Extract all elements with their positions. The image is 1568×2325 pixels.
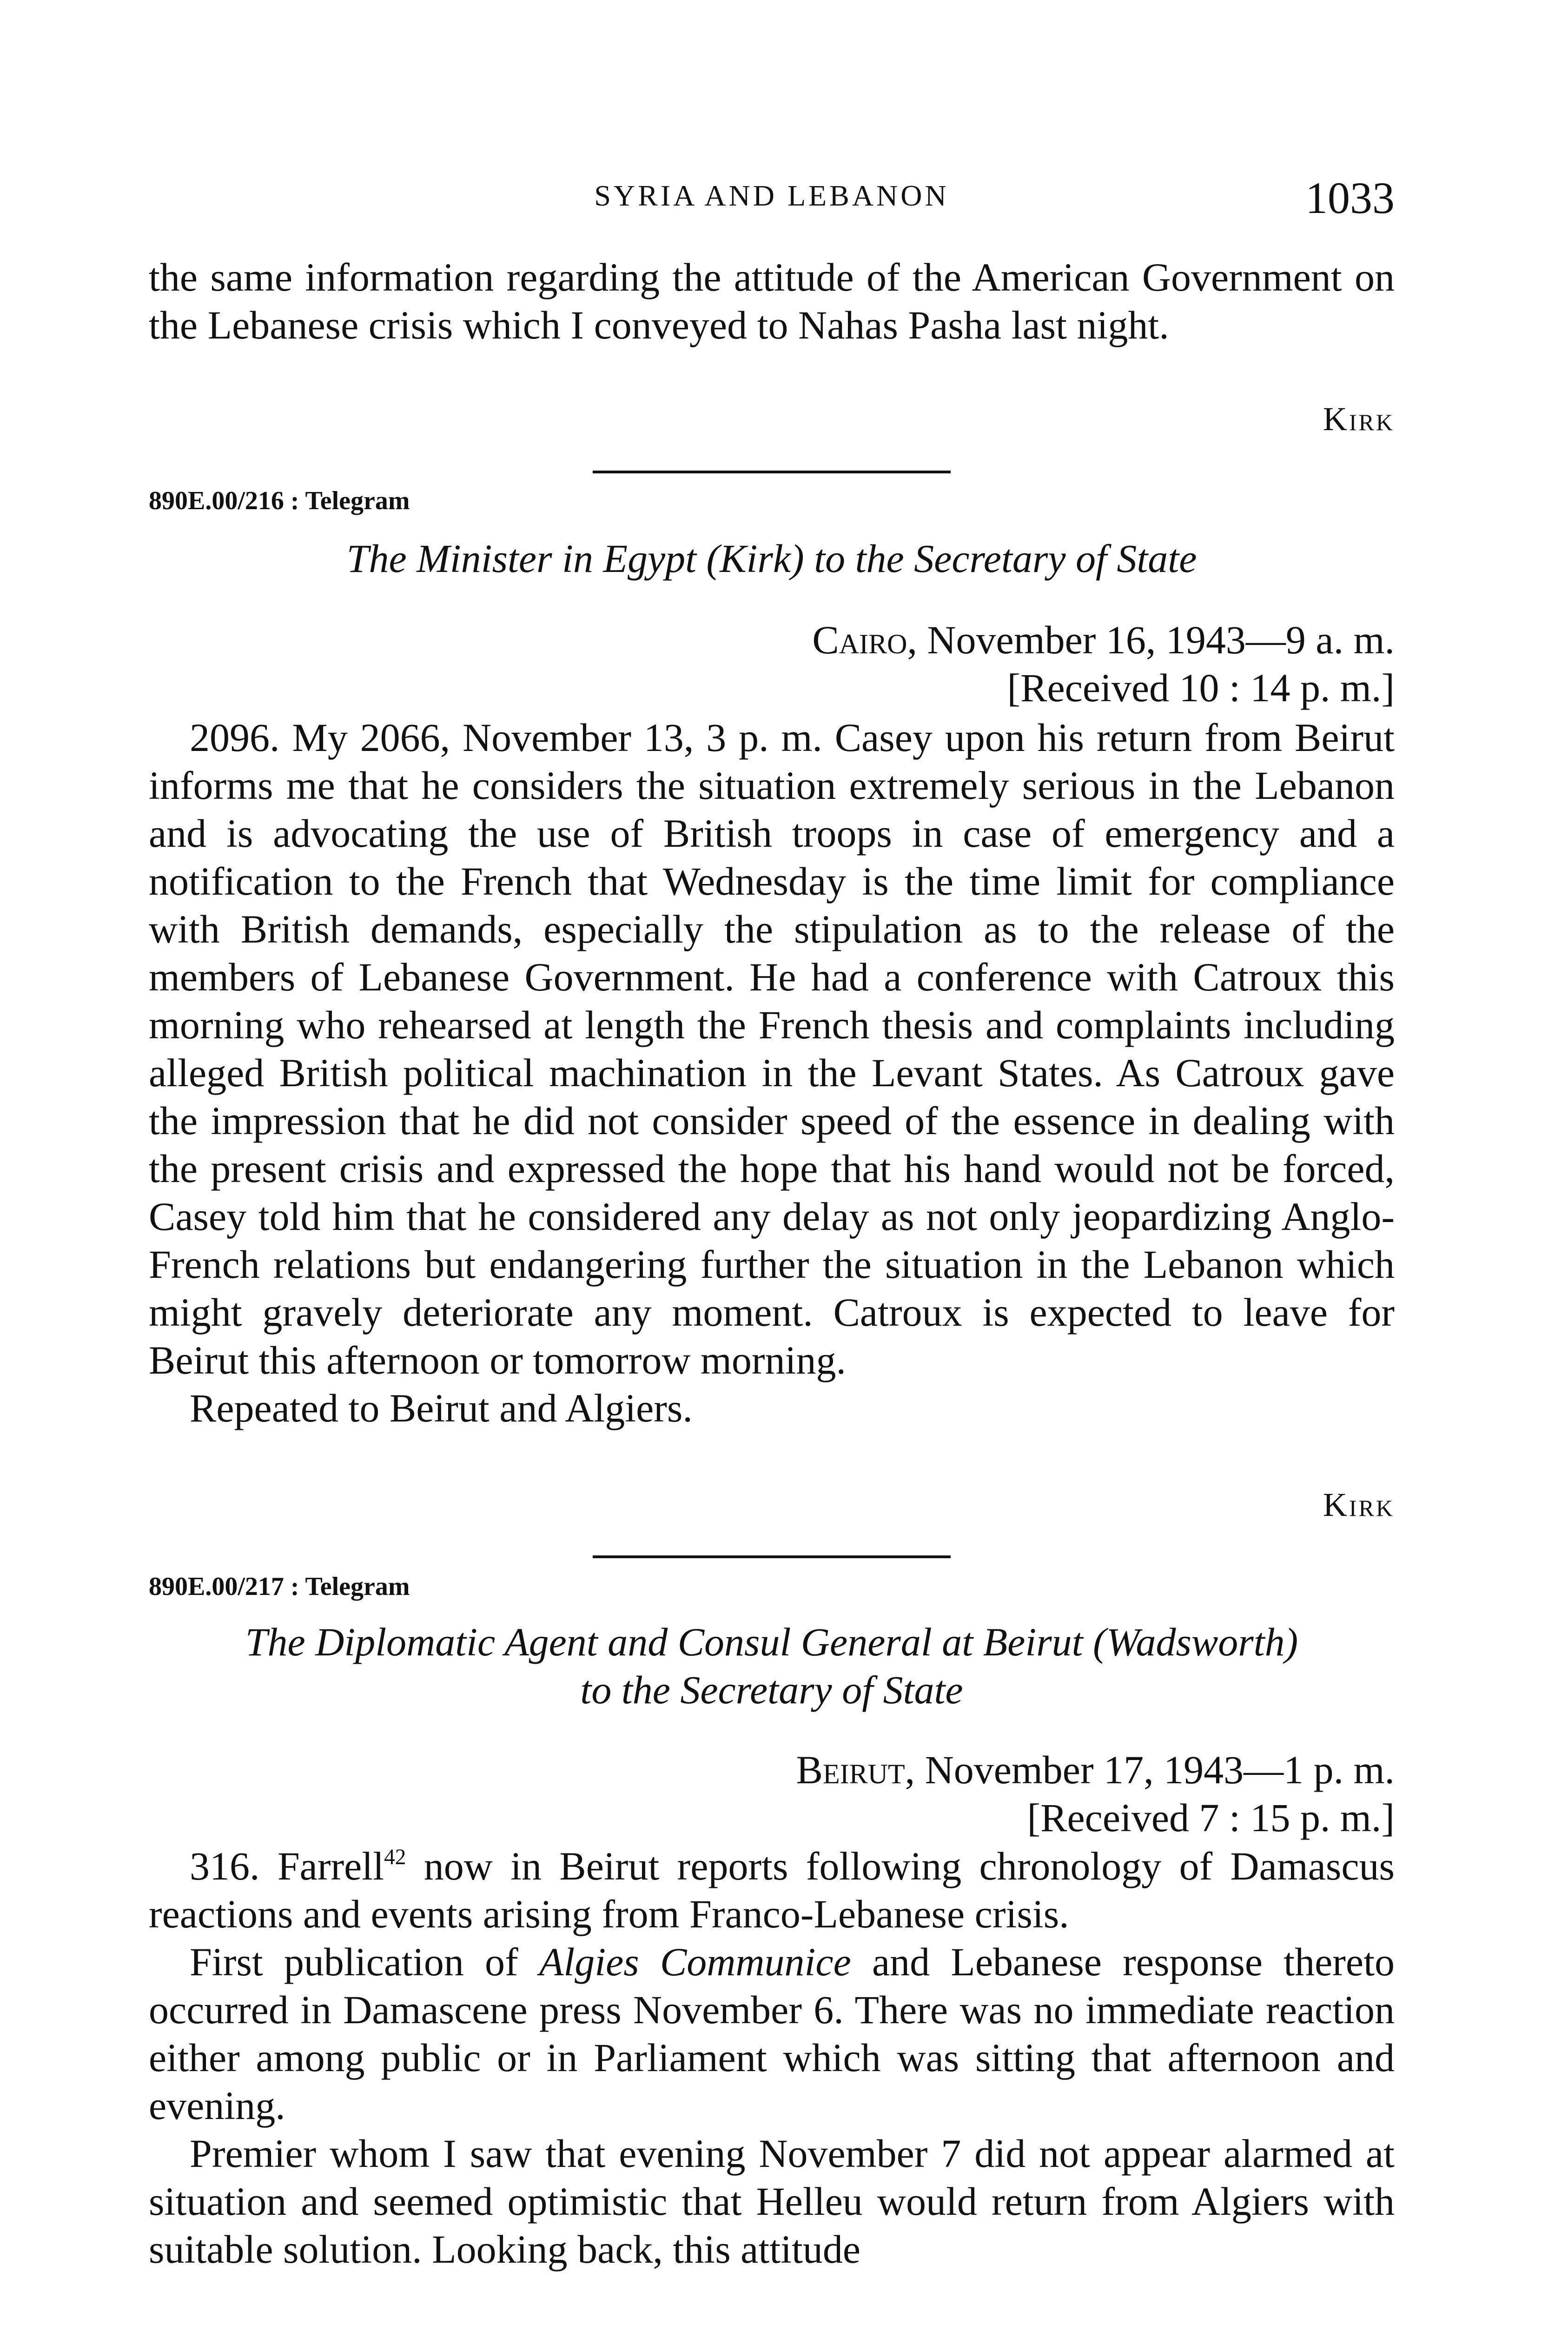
paragraph-1-start: 316. Farrell (190, 1844, 384, 1888)
continuation-paragraph: the same information regarding the attitude of the American Government on the Lebanese crisis which I conveyed to Nahas Pasha last night. (149, 255, 1395, 347)
received-time: [Received 10 : 14 p. m.] (1007, 665, 1395, 710)
dateline-date: , November 16, 1943—9 a. m. (907, 618, 1395, 662)
received-time: [Received 7 : 15 p. m.] (1027, 1795, 1395, 1840)
document-heading (149, 1618, 1395, 1714)
document-heading: The Minister in Egypt (Kirk) to the Secretary of State (346, 536, 1197, 581)
continuation-section (149, 253, 1395, 349)
heading-line-2: to the Secretary of State (580, 1667, 963, 1712)
paragraph-2-start: First publication of (190, 1940, 539, 1984)
dateline-date: , November 17, 1943—1 p. m. (905, 1747, 1395, 1792)
telegram-body (149, 1842, 1395, 2273)
dateline (812, 616, 1395, 712)
file-reference: 890E.00/216 : Telegram (149, 486, 410, 515)
paragraph-1-rest: now in Beirut reports following chronology of Damascus reactions and events arising from Franco-Lebanese crisis. (149, 1844, 1395, 1936)
dateline (796, 1746, 1395, 1842)
heading-line-1: The Diplomatic Agent and Consul General at Beirut (Wadsworth) (245, 1620, 1298, 1664)
paragraph-2-italic: Algies Communice (539, 1940, 851, 1984)
paragraph-2 (149, 1938, 1395, 2130)
paragraph-3: Premier whom I saw that evening November 7 did not appear alarmed at situation and seemed optimistic that Helleu would return from Algiers with suitable solution. Looking back, this attitude (149, 2131, 1395, 2272)
running-title: SYRIA AND LEBANON (594, 179, 949, 212)
section-divider (593, 1555, 951, 1558)
running-head (149, 172, 1395, 223)
file-reference: 890E.00/217 : Telegram (149, 1572, 410, 1601)
telegram-body (149, 714, 1395, 1432)
footnote-reference: 42 (384, 1845, 406, 1869)
dateline-place: Beirut (796, 1747, 905, 1792)
repeated-line: Repeated to Beirut and Algiers. (190, 1386, 693, 1430)
signature-kirk-1: Kirk (1323, 400, 1395, 438)
telegram-paragraph: 2096. My 2066, November 13, 3 p. m. Casey upon his return from Beirut informs me that he considers the situation extremely serious in the Lebanon and is advocating the use of British troops in case of emergency and a notification to the French that Wednesday is the time limit for compliance with British demands, especially the stipulation as to the release of the members of Lebanese Government. He had a conference with Catroux this morning who rehearsed at length the French thesis and complaints including alleged British political machination in the Levant States. As Catroux gave the impression that he did not consider speed of the essence in dealing with the present crisis and expressed the hope that his hand would not be forced, Casey told him that he considered any delay as not only jeopardizing Anglo-French relations but endangering further the situation in the Lebanon which might gravely deteriorate any moment. Catroux is expected to leave for Beirut this afternoon or tomorrow morning. (149, 715, 1395, 1382)
paragraph-1 (149, 1842, 1395, 1938)
dateline-place: Cairo (812, 618, 907, 662)
page-number: 1033 (1305, 173, 1395, 223)
section-divider (593, 471, 951, 473)
signature-kirk-2: Kirk (1323, 1486, 1395, 1523)
paragraph-2-rest: and Lebanese response thereto occurred in Damascene press November 6. There was no immediate reaction either among public or in Parliament which was sitting that afternoon and evening. (149, 1940, 1395, 2128)
